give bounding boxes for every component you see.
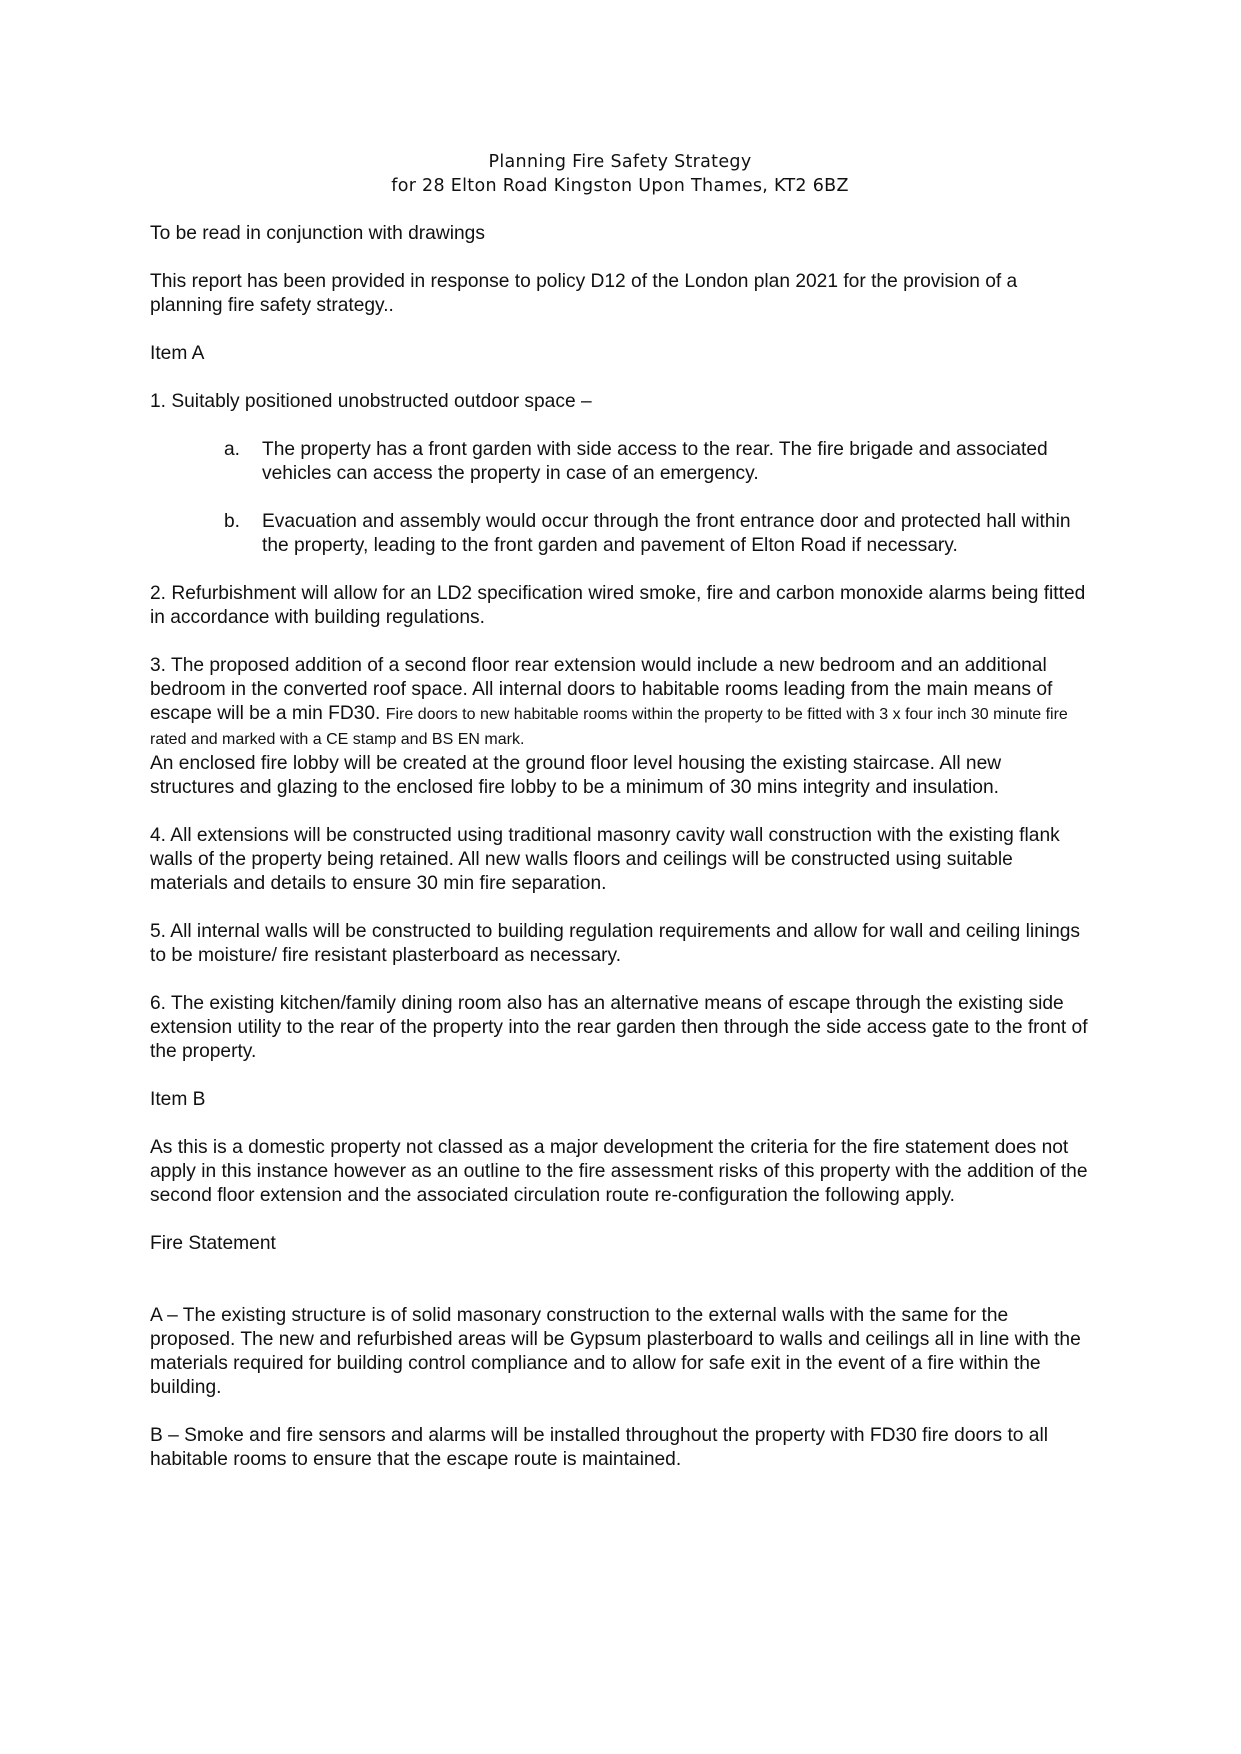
point-4: 4. All extensions will be constructed using traditional masonry cavity wall construction with the existing flank walls of the property being retained. All new walls floors and ceilings will be constructed using suitable materials and details to ensure 30 min fire separation. (150, 825, 1060, 894)
list-marker: a. (224, 439, 241, 460)
point-2: 2. Refurbishment will allow for an LD2 specification wired smoke, fire and carbon monoxide alarms being fitted in accordance with building regulations. (150, 583, 1086, 628)
document-title (150, 150, 1090, 198)
point-1: 1. Suitably positioned unobstructed outdoor space – (150, 391, 592, 412)
list-item-text: Evacuation and assembly would occur through the front entrance door and protected hall within the property, leading to the front garden and pavement of Elton Road if necessary. (262, 511, 1071, 556)
title-line-2: for 28 Elton Road Kingston Upon Thames, KT2 6BZ (391, 176, 849, 196)
list-item (150, 510, 1090, 558)
list-item-text: The property has a front garden with side access to the rear. The fire brigade and associated vehicles can access the property in case of an emergency. (262, 439, 1048, 484)
point-5: 5. All internal walls will be constructed to building regulation requirements and allow for wall and ceiling linings to be moisture/ fire resistant plasterboard as necessary. (150, 921, 1081, 966)
point-3-fire-door-note: Fire doors to new habitable rooms within the property to be fitted with 3 x four inch 30 minute fire rated and marked with a CE stamp and BS EN mark. (150, 706, 1068, 748)
item-a-heading: Item A (150, 343, 205, 364)
fire-statement-b: B – Smoke and fire sensors and alarms will be installed throughout the property with FD30 fire doors to all habitable rooms to ensure that the escape route is maintained. (150, 1425, 1048, 1470)
fire-statement-heading: Fire Statement (150, 1233, 276, 1254)
point-6: 6. The existing kitchen/family dining room also has an alternative means of escape through the existing side extension utility to the rear of the property into the rear garden then through the side access gate to the front of the property. (150, 993, 1088, 1062)
intro-paragraph: To be read in conjunction with drawings (150, 223, 485, 244)
item-b-heading: Item B (150, 1089, 206, 1110)
fire-statement-a: A – The existing structure is of solid masonary construction to the external walls with the same for the proposed. The new and refurbished areas will be Gypsum plasterboard to walls and ceilings all in line with the materials required for building control compliance and to allow for safe exit in the event of a fire within the building. (150, 1305, 1081, 1398)
item-b-paragraph: As this is a domestic property not classed as a major development the criteria for the fire statement does not apply in this instance however as an outline to the fire assessment risks of this property with the addition of the second floor extension and the associated circulation route re-configuration the following apply. (150, 1137, 1088, 1206)
list-item (150, 438, 1090, 486)
document-page (150, 150, 1090, 1496)
point-3-main: 3. The proposed addition of a second floor rear extension would include a new bedroom and an additional bedroom in the converted roof space. All internal doors to habitable rooms leading from the main means of escape will be a min FD30. (150, 655, 1053, 724)
title-line-1: Planning Fire Safety Strategy (488, 152, 752, 172)
sub-item-list (150, 438, 1090, 558)
policy-paragraph: This report has been provided in response to policy D12 of the London plan 2021 for the provision of a planning fire safety strategy.. (150, 271, 1018, 316)
list-marker: b. (224, 511, 241, 532)
point-3 (150, 654, 1090, 800)
point-3-fire-lobby: An enclosed fire lobby will be created at the ground floor level housing the existing staircase. All new structures and glazing to the enclosed fire lobby to be a minimum of 30 mins integrity and insulation. (150, 753, 1002, 798)
